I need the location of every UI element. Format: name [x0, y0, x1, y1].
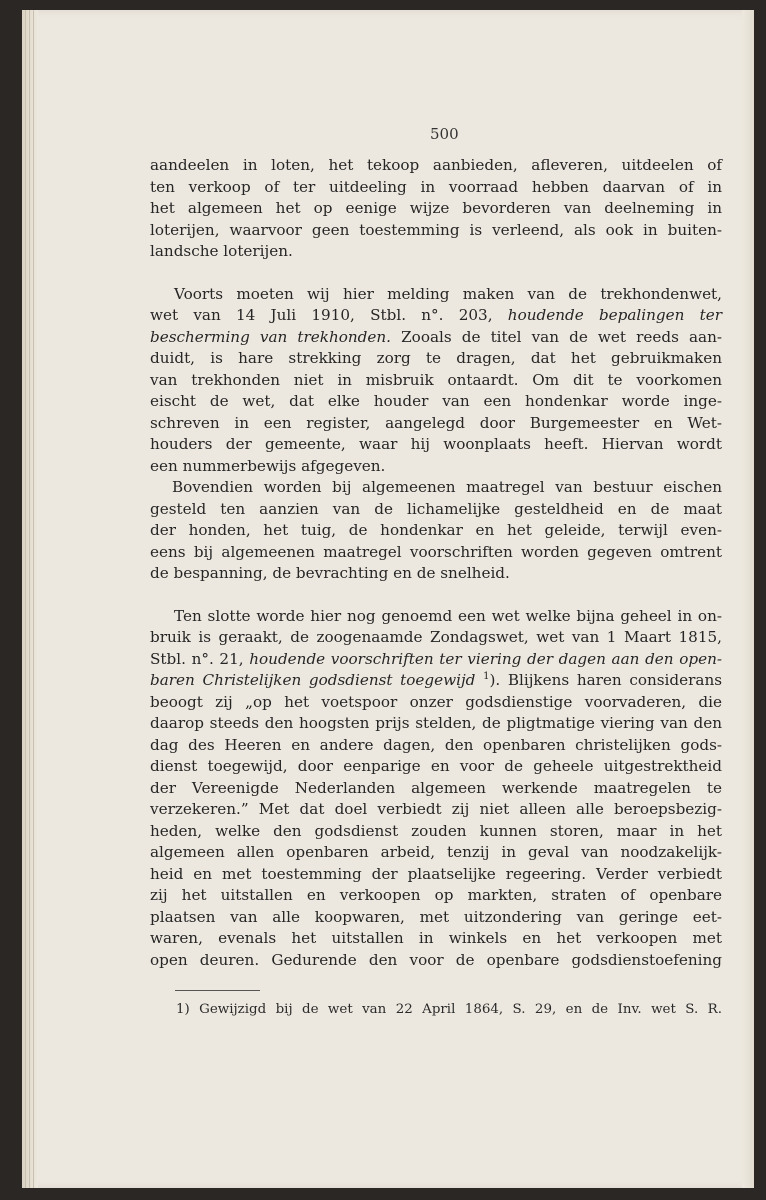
italic-title: houdende voorschriften ter viering der dagen aan den open-: [243, 649, 722, 668]
text-line: plaatsen van alle koopwaren, met uitzondering van geringe eet-: [150, 907, 722, 926]
text-line: gesteld ten aanzien van de lichamelijke gesteldheid en de maat: [150, 499, 722, 518]
text-line: eischt de wet, dat elke houder van een hondenkar worde inge-: [150, 392, 722, 410]
text-line: dag des Heeren en andere dagen, den openbaren christelijken gods-: [150, 735, 722, 754]
text-line: de bespanning, de bevrachting en de snelheid.: [150, 564, 510, 582]
text-line: eens bij algemeenen maatregel voorschriften worden gegeven omtrent: [150, 542, 722, 561]
footnote-ref: 1: [483, 670, 490, 682]
text-line: daarop steeds den hoogsten prijs stelden, de pligtmatige viering van den: [150, 714, 722, 732]
text-line: heid en met toestemming der plaatselijke regeering. Verder verbiedt: [150, 864, 722, 883]
text-line: houders der gemeente, waar hij woonplaats heeft. Hiervan wordt: [150, 435, 722, 453]
paragraph-1: [150, 155, 722, 263]
text-line: zij het uitstallen en verkoopen op markten, straten of openbare: [150, 886, 722, 904]
text-line: bruik is geraakt, de zoogenaamde Zondagswet, wet van 1 Maart 1815,: [150, 628, 722, 646]
text-line: bescherming van trekhonden. Zooals de titel van de wet reeds aan-: [150, 327, 723, 346]
text-line: dienst toegewijd, door eenparige en voor de geheele uitgestrektheid: [150, 757, 722, 775]
text-line: het algemeen het op eenige wijze bevorderen van deelneming in: [150, 199, 722, 217]
footnote: 1) Gewijzigd bij de wet van 22 April 1864, S. 29, en de Inv. wet S. R.: [176, 1002, 722, 1017]
text-line: open deuren. Gedurende den voor de openbare godsdienstoefening: [150, 950, 722, 969]
text-line: Bovendien worden bij algemeenen maatregel van bestuur eischen: [172, 478, 722, 496]
text-line: schreven in een register, aangelegd door Burgemeester en Wet-: [150, 413, 722, 432]
text-line: Voorts moeten wij hier melding maken van de trekhondenwet,: [174, 284, 722, 303]
text-line: duidt, is hare strekking zorg te dragen, dat het gebruikmaken: [150, 349, 722, 367]
text-line: baren Christelijken godsdienst toegewijd $^1$). Blijkens haren considerans: [150, 670, 723, 689]
text-line: der honden, het tuig, de hondenkar en het geleide, terwijl even-: [150, 521, 722, 539]
text-line: heden, welke den godsdienst zouden kunnen storen, maar in het: [150, 821, 722, 840]
paragraph-3: [150, 477, 722, 585]
text-line: algemeen allen openbaren arbeid, tenzij in geval van noodzakelijk-: [150, 843, 722, 861]
page-binding: [22, 10, 38, 1188]
paragraph-4: [150, 606, 722, 972]
page-body: [150, 155, 722, 971]
text-line: waren, evenals het uitstallen in winkels en het verkoopen met: [150, 929, 722, 947]
page-edge: [742, 10, 754, 1188]
italic-title: houdende bepalingen ter: [507, 306, 723, 324]
text-line: van trekhonden niet in misbruik ontaardt. Om dit te voorkomen: [150, 370, 722, 389]
text-line: verzekeren.” Met dat doel verbiedt zij niet alleen alle beroepsbezig-: [150, 800, 722, 818]
paragraph-2: [150, 284, 722, 478]
text-line: Stbl. n°. 21, houdende voorschriften ter viering der dagen aan den open-: [150, 649, 722, 668]
text-line: een nummerbewijs afgegeven.: [150, 456, 386, 475]
text-line: Ten slotte worde hier nog genoemd een wet welke bijna geheel in on-: [174, 606, 722, 625]
text-line: wet van 14 Juli 1910, Stbl. n°. 203, houdende bepalingen ter: [150, 306, 723, 324]
footnote-divider: [175, 990, 260, 991]
text-line: der Vereenigde Nederlanden algemeen werkende maatregelen te: [150, 778, 722, 797]
text-line: loterijen, waarvoor geen toestemming is verleend, als ook in buiten-: [150, 220, 722, 239]
text-line: ten verkoop of ter uitdeeling in voorraad hebben daarvan of in: [150, 177, 722, 196]
text-line: landsche loterijen.: [150, 242, 293, 260]
text-line: beoogt zij „op het voetspoor onzer godsdienstige voorvaderen, die: [150, 692, 722, 711]
page-number: 500: [430, 125, 459, 143]
text-line: aandeelen in loten, het tekoop aanbieden, afleveren, uitdeelen of: [150, 156, 722, 174]
